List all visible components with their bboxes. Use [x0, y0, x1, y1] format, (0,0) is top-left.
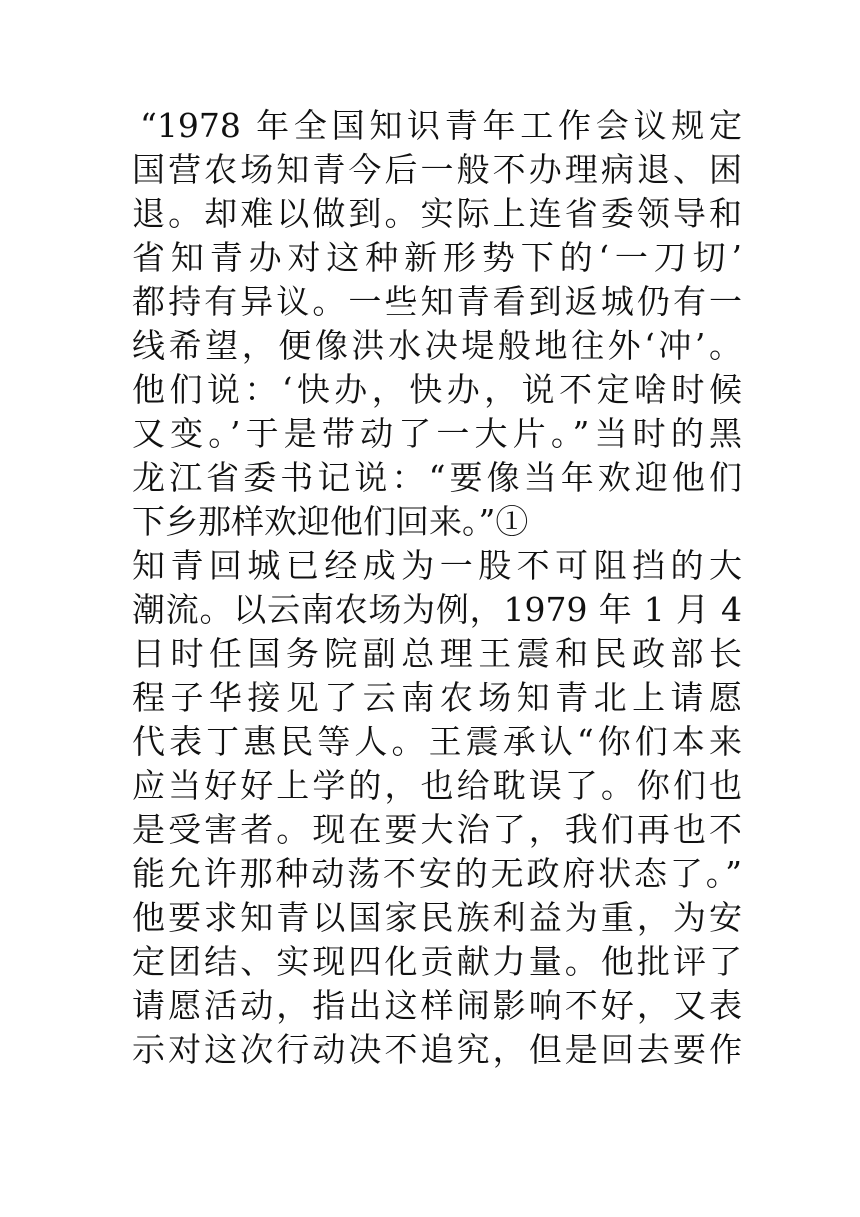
- text-line: 线希望，便像洪水决堤般地往外‘冲’。: [132, 326, 742, 365]
- text-line: 代表丁惠民等人。王震承认“你们本来: [132, 722, 742, 761]
- text-line: 国营农场知青今后一般不办理病退、困: [132, 150, 742, 189]
- text-line: 请愿活动，指出这样闹影响不好，又表: [132, 986, 742, 1025]
- text-line: “1978 年全国知识青年工作会议规定: [140, 106, 742, 145]
- text-line: 下乡那样欢迎他们回来。”①: [132, 502, 529, 541]
- body-text: [132, 104, 742, 1072]
- text-line: 日时任国务院副总理王震和民政部长: [132, 634, 742, 673]
- text-line: 知青回城已经成为一股不可阻挡的大: [132, 546, 742, 585]
- text-line: 退。却难以做到。实际上连省委领导和: [132, 194, 742, 233]
- text-line: 潮流。以云南农场为例，1979 年 1 月 4: [132, 590, 742, 629]
- text-line: 省知青办对这种新形势下的‘一刀切’: [132, 238, 742, 277]
- text-line: 他要求知青以国家民族利益为重，为安: [132, 898, 742, 937]
- text-line: 能允许那种动荡不安的无政府状态了。”: [132, 854, 742, 893]
- text-line: 他们说：‘快办，快办，说不定啥时候: [132, 370, 742, 409]
- text-line: 应当好好上学的，也给耽误了。你们也: [132, 766, 742, 805]
- text-line: 示对这次行动决不追究，但是回去要作: [132, 1030, 742, 1069]
- text-line: 定团结、实现四化贡献力量。他批评了: [132, 942, 742, 981]
- text-line: 都持有异议。一些知青看到返城仍有一: [132, 282, 742, 321]
- text-line: 程子华接见了云南农场知青北上请愿: [132, 678, 742, 717]
- text-line: 是受害者。现在要大治了，我们再也不: [132, 810, 742, 849]
- text-line: 龙江省委书记说：“要像当年欢迎他们: [132, 458, 742, 497]
- text-line: 又变。’于是带动了一大片。”当时的黑: [132, 414, 742, 453]
